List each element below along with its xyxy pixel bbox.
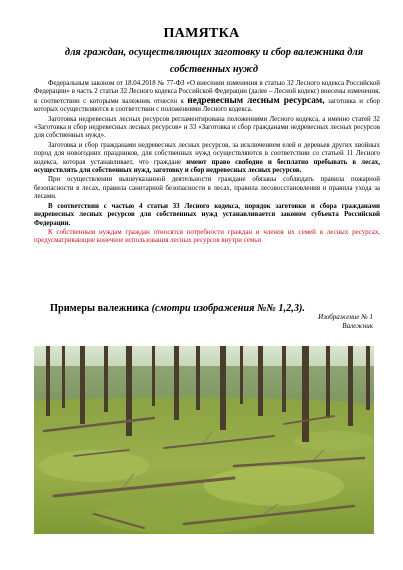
paragraph-procedure <box>34 203 380 228</box>
paragraph-law-text: Федеральным законом от 18.04.2018 № 77-ФЗ «О внесении изменения в статью 32 Лесного кодекса Российской Федерации» в часть 2 статьи 32 Лесного кодекса Российской Федерации (далее – Лесной кодекс) внесены изменения, в соответствии с которыми валежник отнесен к <box>34 80 380 105</box>
paragraph-rights-text: Заготовка и сбор гражданами недревесных лесных ресурсов, за исключением елей и деревьев других хвойных пород для новогодних праздников, для собственных нужд осуществляются в соответствии со статьей 11 Лесного кодекса, которая устанавливает, что граждане <box>34 141 380 166</box>
paragraph-law-emphasis: недревесным лесным ресурсам, <box>187 95 325 106</box>
document-body <box>34 80 380 246</box>
paragraph-law <box>34 80 380 115</box>
examples-label: Примеры валежника <box>50 303 152 314</box>
paragraph-own-needs: К собственным нуждам граждан относятся потребности граждан и членов их семей в лесных ресурсах, предусматривающие конечное использования лесных ресурсов внутри семьи <box>34 228 380 245</box>
paragraph-law-text-end: заготовка и сбор которых осуществляются в соответствии с положениями Лесного кодекса. <box>34 97 380 114</box>
deadwood-photo <box>34 346 374 534</box>
figure-caption: Изображение № 1 <box>318 313 373 321</box>
page-title: ПАМЯТКА <box>163 26 240 41</box>
paragraph-regulation: Заготовка недревесных лесных ресурсов регламентирована положениями Лесного кодекса, а именно статей 32 «Заготовка и сбор недревесных лесных ресурсов» и 33 «Заготовка и сбор гражданами недревесных лесных ресурсов для собственных нужд». <box>34 115 380 140</box>
examples-reference: (смотри изображения №№ 1,2,3). <box>151 303 306 314</box>
page-subtitle: для граждан, осуществляющих заготовку и сбор валежника для собственных нужд <box>64 47 364 75</box>
paragraph-rights-emphasis: имеют право свободно и бесплатно пребывать в лесах, осуществлять для собственных нужд, заготовку и сбор недревесных лесных ресурсов. <box>34 158 380 175</box>
paragraph-obligations: При осуществлении вышеуказанной деятельности граждане обязаны соблюдать правила пожарной безопасности в лесах, правила санитарной безопасности в лесах, правила лесовосстановления и правила ухода за лесами. <box>34 176 380 201</box>
forest-photo-illustration <box>34 346 374 534</box>
paragraph-procedure-text: В соответствии с частью 4 статьи 33 Лесного кодекса, порядок заготовки и сбора гражданами недревесных лесных ресурсов для собственных нужд устанавливается законом субъекта Российской Федерации. <box>34 202 380 227</box>
paragraph-rights <box>34 142 380 176</box>
examples-heading <box>50 303 305 314</box>
figure-label: Валежник <box>342 322 373 330</box>
